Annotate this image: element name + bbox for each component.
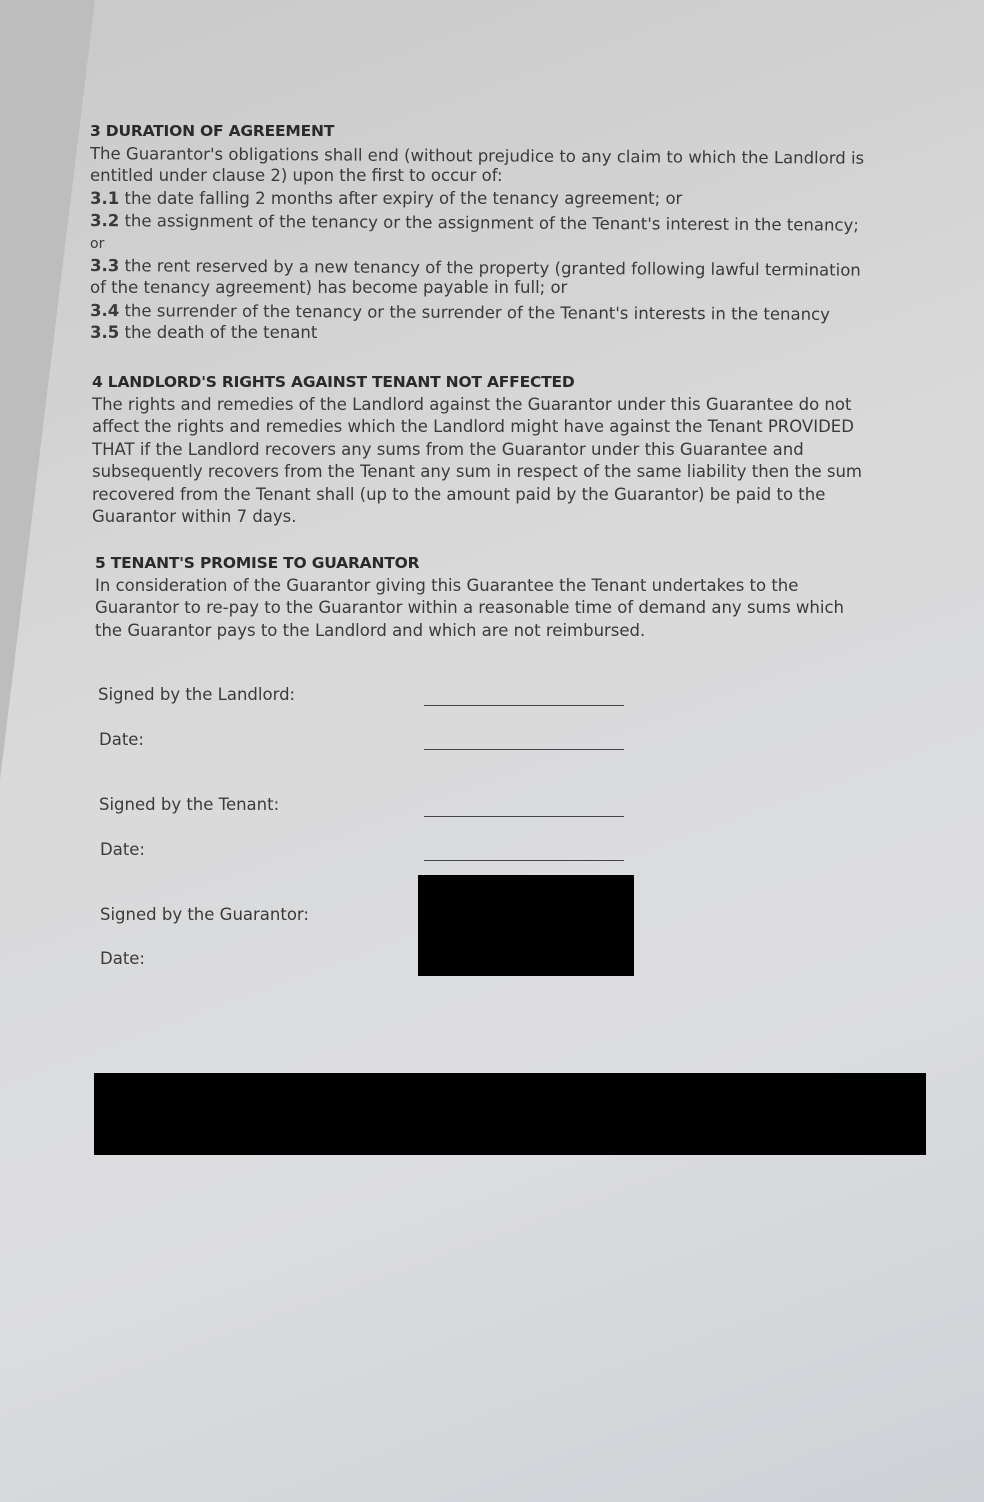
clause-number: 3.3 (89, 255, 120, 275)
section-4-line: subsequently recovers from the Tenant any sum in respect of the same liability then the sum (92, 462, 862, 481)
tenant-date-label: Date: (100, 840, 145, 859)
landlord-date-label: Date: (99, 730, 144, 749)
section-3-heading: 3 DURATION OF AGREEMENT (90, 122, 335, 140)
section-4 (92, 371, 927, 529)
section-3-intro-line: entitled under clause 2) upon the first to occur of: (90, 166, 503, 185)
clause-number: 3.1 (90, 188, 120, 208)
clause-text: the date falling 2 months after expiry of the tenancy agreement; or (119, 188, 683, 208)
section-4-heading: 4 LANDLORD'S RIGHTS AGAINST TENANT NOT AFFECTED (92, 373, 575, 391)
section-4-line: THAT if the Landlord recovers any sums from the Guarantor under this Guarantee and (92, 439, 804, 459)
tenant-date-line (424, 860, 624, 861)
clause-3-4 (90, 300, 925, 327)
section-3-intro-line: The Guarantor's obligations shall end (without prejudice to any claim to which the Landlord is (89, 143, 865, 168)
clause-number: 3.4 (89, 300, 120, 320)
guarantor-signature-redaction (418, 875, 634, 976)
clause-3-3 (90, 255, 925, 283)
section-5-heading: 5 TENANT'S PROMISE TO GUARANTOR (95, 554, 420, 572)
section-5-line: the Guarantor pays to the Landlord and which are not reimbursed. (95, 620, 646, 640)
landlord-signature-label: Signed by the Landlord: (98, 685, 296, 704)
tenant-signature-label: Signed by the Tenant: (99, 795, 280, 814)
clause-text: or (90, 235, 105, 252)
section-4-line: Guarantor within 7 days. (92, 507, 297, 526)
clause-number: 3.5 (90, 323, 120, 342)
section-5 (95, 552, 930, 642)
section-4-line: The rights and remedies of the Landlord against the Guarantor under this Guarantee do not (92, 394, 852, 414)
section-5-line: Guarantor to re-pay to the Guarantor within a reasonable time of demand any sums which (95, 598, 844, 617)
section-3 (90, 120, 925, 345)
clause-number: 3.2 (89, 211, 120, 231)
landlord-signature-line (424, 705, 624, 706)
clause-text: the rent reserved by a new tenancy of the property (granted following lawful termination (119, 255, 861, 280)
tenant-signature-line (424, 816, 624, 817)
section-5-line: In consideration of the Guarantor giving this Guarantee the Tenant undertakes to the (95, 575, 799, 595)
guarantor-date-label: Date: (100, 949, 145, 968)
clause-text: the surrender of the tenancy or the surrender of the Tenant's interests in the tenancy (119, 300, 830, 324)
clause-text: the assignment of the tenancy or the assignment of the Tenant's interest in the tenancy; (119, 211, 859, 235)
landlord-date-line (424, 749, 624, 750)
clause-text: of the tenancy agreement) has become payable in full; or (90, 278, 568, 297)
clause-3-1 (90, 188, 925, 211)
clause-text: the death of the tenant (119, 323, 318, 342)
section-4-line: affect the rights and remedies which the Landlord might have against the Tenant PROVIDED (92, 417, 854, 436)
footer-redaction (94, 1073, 926, 1155)
section-4-line: recovered from the Tenant shall (up to the amount paid by the Guarantor) be paid to the (92, 484, 826, 504)
guarantor-signature-label: Signed by the Guarantor: (100, 905, 309, 924)
